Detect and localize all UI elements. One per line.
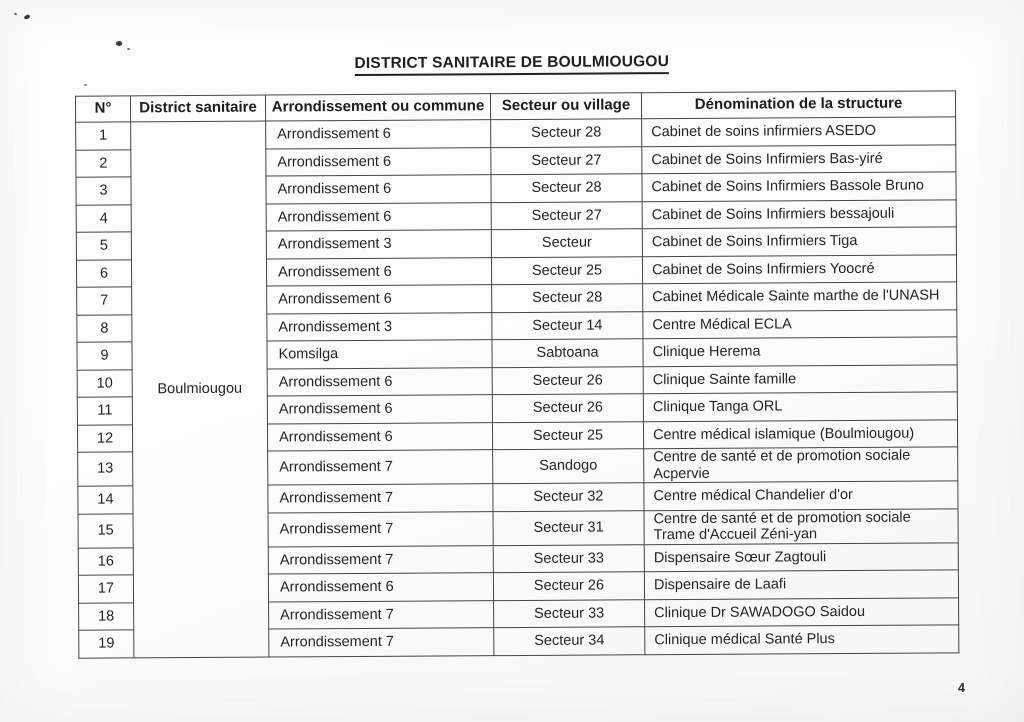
cell-denomination: Clinique Herema	[643, 337, 957, 366]
cell-num: 11	[77, 397, 132, 425]
column-header-district: District sanitaire	[130, 95, 265, 122]
ink-mark	[84, 84, 87, 86]
cell-denomination: Cabinet de Soins Infirmiers Bassole Bruno	[642, 172, 956, 201]
cell-secteur: Secteur 26	[492, 394, 643, 422]
cell-denomination: Cabinet de Soins Infirmiers Yoocré	[642, 254, 956, 283]
cell-num: 4	[76, 204, 131, 232]
cell-num: 19	[79, 630, 134, 658]
cell-secteur: Secteur 27	[491, 201, 642, 229]
cell-secteur: Sabtoana	[492, 339, 643, 367]
cell-num: 16	[78, 547, 133, 575]
cell-arrondissement: Arrondissement 7	[269, 628, 494, 657]
document-title: DISTRICT SANITAIRE DE BOULMIOUGOU	[354, 53, 669, 76]
cell-arrondissement: Arrondissement 3	[266, 230, 491, 259]
cell-secteur: Secteur 26	[493, 572, 644, 600]
cell-secteur: Secteur 28	[492, 284, 643, 312]
cell-denomination: Cabinet de Soins Infirmiers Tiga	[642, 227, 956, 256]
cell-secteur: Secteur 14	[492, 311, 643, 339]
cell-arrondissement: Arrondissement 7	[268, 511, 493, 546]
cell-secteur: Secteur	[491, 229, 642, 257]
ink-mark	[115, 40, 122, 47]
cell-secteur: Secteur 25	[491, 256, 642, 284]
cell-arrondissement: Arrondissement 7	[268, 484, 493, 513]
cell-denomination: Dispensaire de Laafi	[644, 570, 958, 599]
cell-secteur: Sandogo	[493, 449, 644, 484]
cell-num: 7	[77, 287, 132, 315]
cell-arrondissement: Arrondissement 6	[267, 395, 492, 424]
cell-arrondissement: Arrondissement 7	[269, 600, 494, 629]
cell-denomination: Centre de santé et de promotion sociale Trame d'Accueil Zéni-yan	[644, 508, 958, 544]
cell-arrondissement: Arrondissement 6	[266, 257, 491, 286]
cell-secteur: Secteur 28	[491, 119, 642, 147]
cell-denomination: Centre Médical ECLA	[643, 309, 957, 338]
title-row	[0, 51, 1024, 78]
cell-secteur: Secteur 32	[493, 483, 644, 511]
cell-denomination: Centre de santé et de promotion sociale Acpervie	[644, 447, 958, 483]
cell-arrondissement: Arrondissement 7	[268, 545, 493, 574]
cell-secteur: Secteur 25	[492, 421, 643, 449]
cell-denomination: Clinique médical Santé Plus	[645, 625, 959, 654]
cell-arrondissement: Arrondissement 3	[267, 312, 492, 341]
column-header-num: N°	[75, 96, 130, 122]
cell-num: 10	[77, 369, 132, 397]
column-header-arrondissement: Arrondissement ou commune	[265, 94, 490, 121]
cell-denomination: Centre médical islamique (Boulmiougou)	[643, 419, 957, 448]
cell-denomination: Dispensaire Sœur Zagtouli	[644, 542, 958, 571]
cell-secteur: Secteur 33	[494, 599, 645, 627]
cell-num: 14	[78, 486, 133, 514]
ink-mark	[24, 14, 31, 19]
cell-num: 18	[79, 602, 134, 630]
cell-denomination: Clinique Tanga ORL	[643, 392, 957, 421]
cell-arrondissement: Arrondissement 6	[266, 175, 491, 204]
cell-arrondissement: Arrondissement 6	[266, 147, 491, 176]
cell-denomination: Cabinet de soins infirmiers ASEDO	[642, 117, 956, 146]
cell-num: 6	[76, 259, 131, 287]
page-number: 4	[958, 681, 965, 695]
cell-num: 3	[76, 177, 131, 205]
cell-denomination: Cabinet de Soins Infirmiers Bas-yiré	[642, 144, 956, 173]
cell-secteur: Secteur 31	[493, 510, 644, 545]
cell-denomination: Clinique Sainte famille	[643, 364, 957, 393]
cell-secteur: Secteur 33	[493, 544, 644, 572]
cell-denomination: Clinique Dr SAWADOGO Saidou	[645, 597, 959, 626]
table-body	[76, 117, 959, 658]
cell-num: 5	[76, 232, 131, 260]
cell-num: 2	[76, 149, 131, 177]
cell-arrondissement: Arrondissement 6	[266, 202, 491, 231]
cell-secteur: Secteur 27	[491, 146, 642, 174]
cell-num: 1	[76, 122, 131, 150]
cell-secteur: Secteur 26	[492, 366, 643, 394]
cell-num: 8	[77, 314, 132, 342]
cell-denomination: Cabinet de Soins Infirmiers bessajouli	[642, 199, 956, 228]
cell-arrondissement: Komsilga	[267, 340, 492, 369]
cell-num: 9	[77, 342, 132, 370]
cell-num: 13	[78, 452, 133, 486]
column-header-secteur: Secteur ou village	[490, 93, 641, 120]
cell-arrondissement: Arrondissement 6	[267, 285, 492, 314]
health-structures-table	[75, 90, 959, 658]
cell-denomination: Centre médical Chandelier d'or	[644, 481, 958, 510]
cell-arrondissement: Arrondissement 7	[268, 450, 493, 485]
cell-secteur: Secteur 34	[494, 627, 645, 655]
district-cell: Boulmiougou	[131, 121, 269, 657]
cell-num: 15	[78, 513, 133, 547]
cell-arrondissement: Arrondissement 6	[268, 573, 493, 602]
cell-num: 12	[77, 424, 132, 452]
column-header-denomination: Dénomination de la structure	[641, 91, 955, 119]
cell-arrondissement: Arrondissement 6	[267, 367, 492, 396]
cell-secteur: Secteur 28	[491, 174, 642, 202]
cell-arrondissement: Arrondissement 6	[267, 422, 492, 451]
cell-num: 17	[78, 575, 133, 603]
ink-mark	[14, 12, 18, 15]
cell-denomination: Cabinet Médicale Sainte marthe de l'UNASH	[643, 282, 957, 311]
cell-arrondissement: Arrondissement 6	[266, 120, 491, 149]
ink-mark	[127, 48, 130, 50]
